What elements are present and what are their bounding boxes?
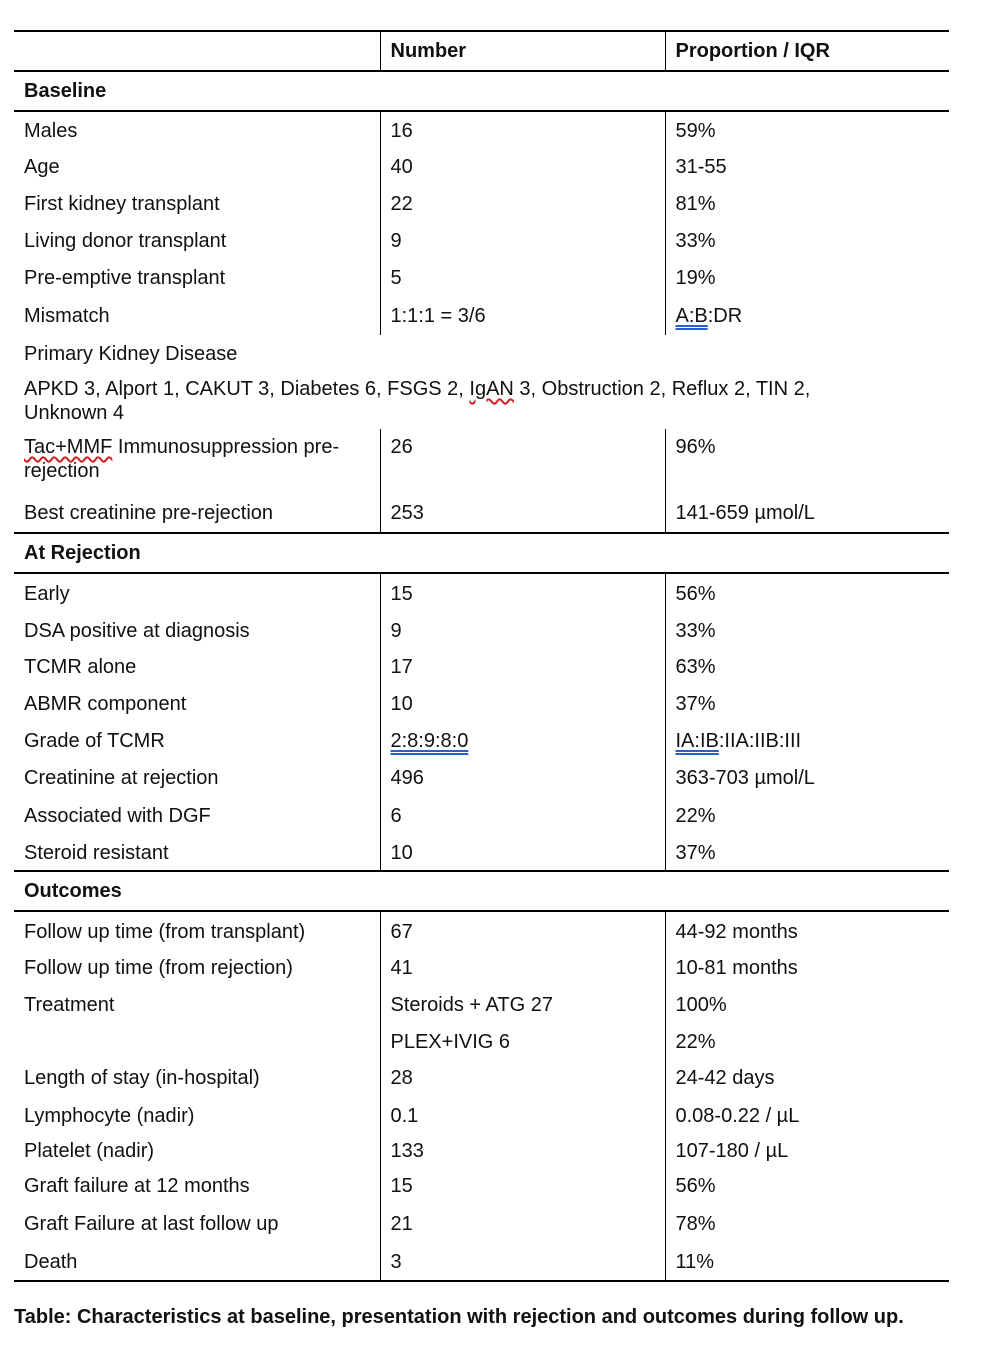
row-number: 0.1 [380, 1097, 665, 1135]
section-header-outcomes [14, 871, 949, 911]
table-row [14, 1167, 949, 1205]
primary-kidney-disease-text [14, 373, 949, 429]
row-number: 9 [380, 613, 665, 649]
table-caption: Table: Characteristics at baseline, presentation with rejection and outcomes during follow up. [14, 1306, 904, 1328]
row-proportion: 59% [665, 111, 949, 149]
table-row [14, 259, 949, 297]
mismatch-loci-ab: A:B [675, 305, 708, 327]
immuno-label-rest: Immunosuppression pre-rejection [24, 436, 340, 482]
mismatch-loci-dr: :DR [707, 305, 743, 327]
row-number: 17 [380, 649, 665, 685]
row-proportion: 100% [665, 985, 949, 1025]
table-row [14, 297, 949, 335]
row-label: Steroid resistant [14, 835, 380, 871]
row-label: Follow up time (from transplant) [24, 920, 306, 943]
table-row [14, 723, 949, 759]
row-label: Living donor transplant [24, 230, 227, 252]
row-number: 15 [380, 1167, 665, 1205]
row-number: 10 [380, 685, 665, 723]
row-label: Age [24, 156, 60, 178]
row-number: 21 [380, 1205, 665, 1243]
table-row [14, 835, 949, 871]
row-number: 28 [380, 1059, 665, 1097]
table-row [14, 985, 949, 1025]
row-label: Mismatch [24, 305, 110, 327]
table-row [14, 223, 949, 259]
row-number: 5 [380, 259, 665, 297]
immuno-label-drugs: Tac+MMF [24, 436, 113, 458]
row-label: Associated with DGF [24, 805, 211, 827]
table-row [14, 649, 949, 685]
table-row [14, 951, 949, 985]
row-label: Pre-emptive transplant [24, 267, 226, 289]
pkd-text-part2: 3, Obstruction 2, Reflux 2, TIN 2, Unknown 4 [24, 378, 811, 424]
row-proportion: 0.08-0.22 / µL [665, 1097, 949, 1135]
row-proportion: 31-55 [665, 149, 949, 185]
header-row [14, 31, 949, 71]
row-number: 10 [380, 835, 665, 871]
header-label [14, 31, 380, 71]
row-number: 1:1:1 = 3/6 [380, 297, 665, 335]
row-proportion: 19% [665, 259, 949, 297]
section-title: Outcomes [14, 871, 949, 911]
row-label: Creatinine at rejection [24, 767, 219, 789]
primary-kidney-disease-row [14, 373, 949, 429]
table-row [14, 149, 949, 185]
row-number: 67 [380, 911, 665, 951]
row-proportion: 63% [665, 649, 949, 685]
row-proportion: 56% [665, 573, 949, 613]
table-row [14, 685, 949, 723]
row-label: Lymphocyte (nadir) [24, 1105, 195, 1127]
row-label: Grade of TCMR [24, 730, 165, 752]
section-header-baseline [14, 71, 949, 111]
row-proportion: 24-42 days [665, 1059, 949, 1097]
row-proportion [665, 723, 949, 759]
row-label: Follow up time (from rejection) [24, 957, 293, 979]
table-row [14, 573, 949, 613]
row-number: 253 [380, 493, 665, 533]
row-number: PLEX+IVIG 6 [380, 1025, 665, 1059]
row-number: 133 [380, 1135, 665, 1167]
tcmr-grade-rest: :IIA:IIB:III [718, 730, 802, 752]
tcmr-grade-counts: 2:8:9:8:0 [390, 730, 469, 752]
table-row [14, 1205, 949, 1243]
header-number: Number [380, 31, 665, 71]
primary-kidney-disease-title: Primary Kidney Disease [24, 343, 238, 365]
row-proportion: 37% [665, 685, 949, 723]
table-row [14, 1135, 949, 1167]
row-proportion: 96% [665, 429, 949, 493]
table-row [14, 797, 949, 835]
table-row [14, 613, 949, 649]
row-proportion: 37% [665, 835, 949, 871]
row-proportion: 33% [665, 223, 949, 259]
table-row [14, 1243, 949, 1281]
row-number: 496 [380, 759, 665, 797]
row-number [380, 723, 665, 759]
row-number: 6 [380, 797, 665, 835]
tcmr-grade-ia-ib: IA:IB [675, 730, 719, 752]
row-label: Platelet (nadir) [24, 1140, 155, 1162]
table-row [14, 185, 949, 223]
row-label: Graft failure at 12 months [24, 1175, 250, 1197]
table-row [14, 111, 949, 149]
table-row [14, 1025, 949, 1059]
row-label [14, 429, 380, 493]
row-number: Steroids + ATG 27 [380, 985, 665, 1025]
row-proportion: 10-81 months [665, 951, 949, 985]
row-label: Death [14, 1243, 380, 1281]
row-proportion: 78% [665, 1205, 949, 1243]
pkd-igan: IgAN [469, 378, 514, 400]
row-label: Treatment [24, 994, 115, 1016]
table-row [14, 429, 949, 493]
row-label: DSA positive at diagnosis [24, 620, 250, 642]
row-label: TCMR alone [24, 656, 137, 678]
row-label: First kidney transplant [24, 193, 220, 215]
row-label: Length of stay (in-hospital) [24, 1067, 260, 1089]
pkd-text-part1: APKD 3, Alport 1, CAKUT 3, Diabetes 6, FSGS 2, [24, 378, 470, 400]
row-number: 15 [380, 573, 665, 613]
table-row [14, 493, 949, 533]
row-number: 41 [380, 951, 665, 985]
row-proportion: 22% [665, 1025, 949, 1059]
row-number: 22 [380, 185, 665, 223]
row-label: Males [24, 119, 78, 142]
row-proportion: 44-92 months [665, 911, 949, 951]
row-label: Best creatinine pre-rejection [14, 493, 380, 533]
section-title: Baseline [14, 71, 949, 111]
row-proportion [665, 297, 949, 335]
row-label [14, 1025, 380, 1059]
primary-kidney-disease-title-row [14, 335, 949, 373]
row-proportion: 363-703 µmol/L [665, 759, 949, 797]
row-label: Graft Failure at last follow up [24, 1213, 279, 1235]
row-proportion: 107-180 / µL [665, 1135, 949, 1167]
row-proportion: 22% [665, 797, 949, 835]
table-row [14, 1059, 949, 1097]
table-row [14, 759, 949, 797]
header-proportion: Proportion / IQR [665, 31, 949, 71]
row-number: 26 [380, 429, 665, 493]
row-label: Early [24, 582, 70, 605]
row-number: 9 [380, 223, 665, 259]
row-proportion: 11% [665, 1243, 949, 1281]
row-number: 3 [380, 1243, 665, 1281]
row-proportion: 33% [665, 613, 949, 649]
row-number: 16 [380, 111, 665, 149]
row-proportion: 81% [665, 185, 949, 223]
row-proportion: 141-659 µmol/L [665, 493, 949, 533]
table-row [14, 911, 949, 951]
section-header-rejection [14, 533, 949, 573]
row-number: 40 [380, 149, 665, 185]
row-proportion: 56% [665, 1167, 949, 1205]
table-row [14, 1097, 949, 1135]
row-label: ABMR component [24, 693, 187, 715]
section-title: At Rejection [14, 533, 949, 573]
characteristics-table [14, 30, 949, 1282]
